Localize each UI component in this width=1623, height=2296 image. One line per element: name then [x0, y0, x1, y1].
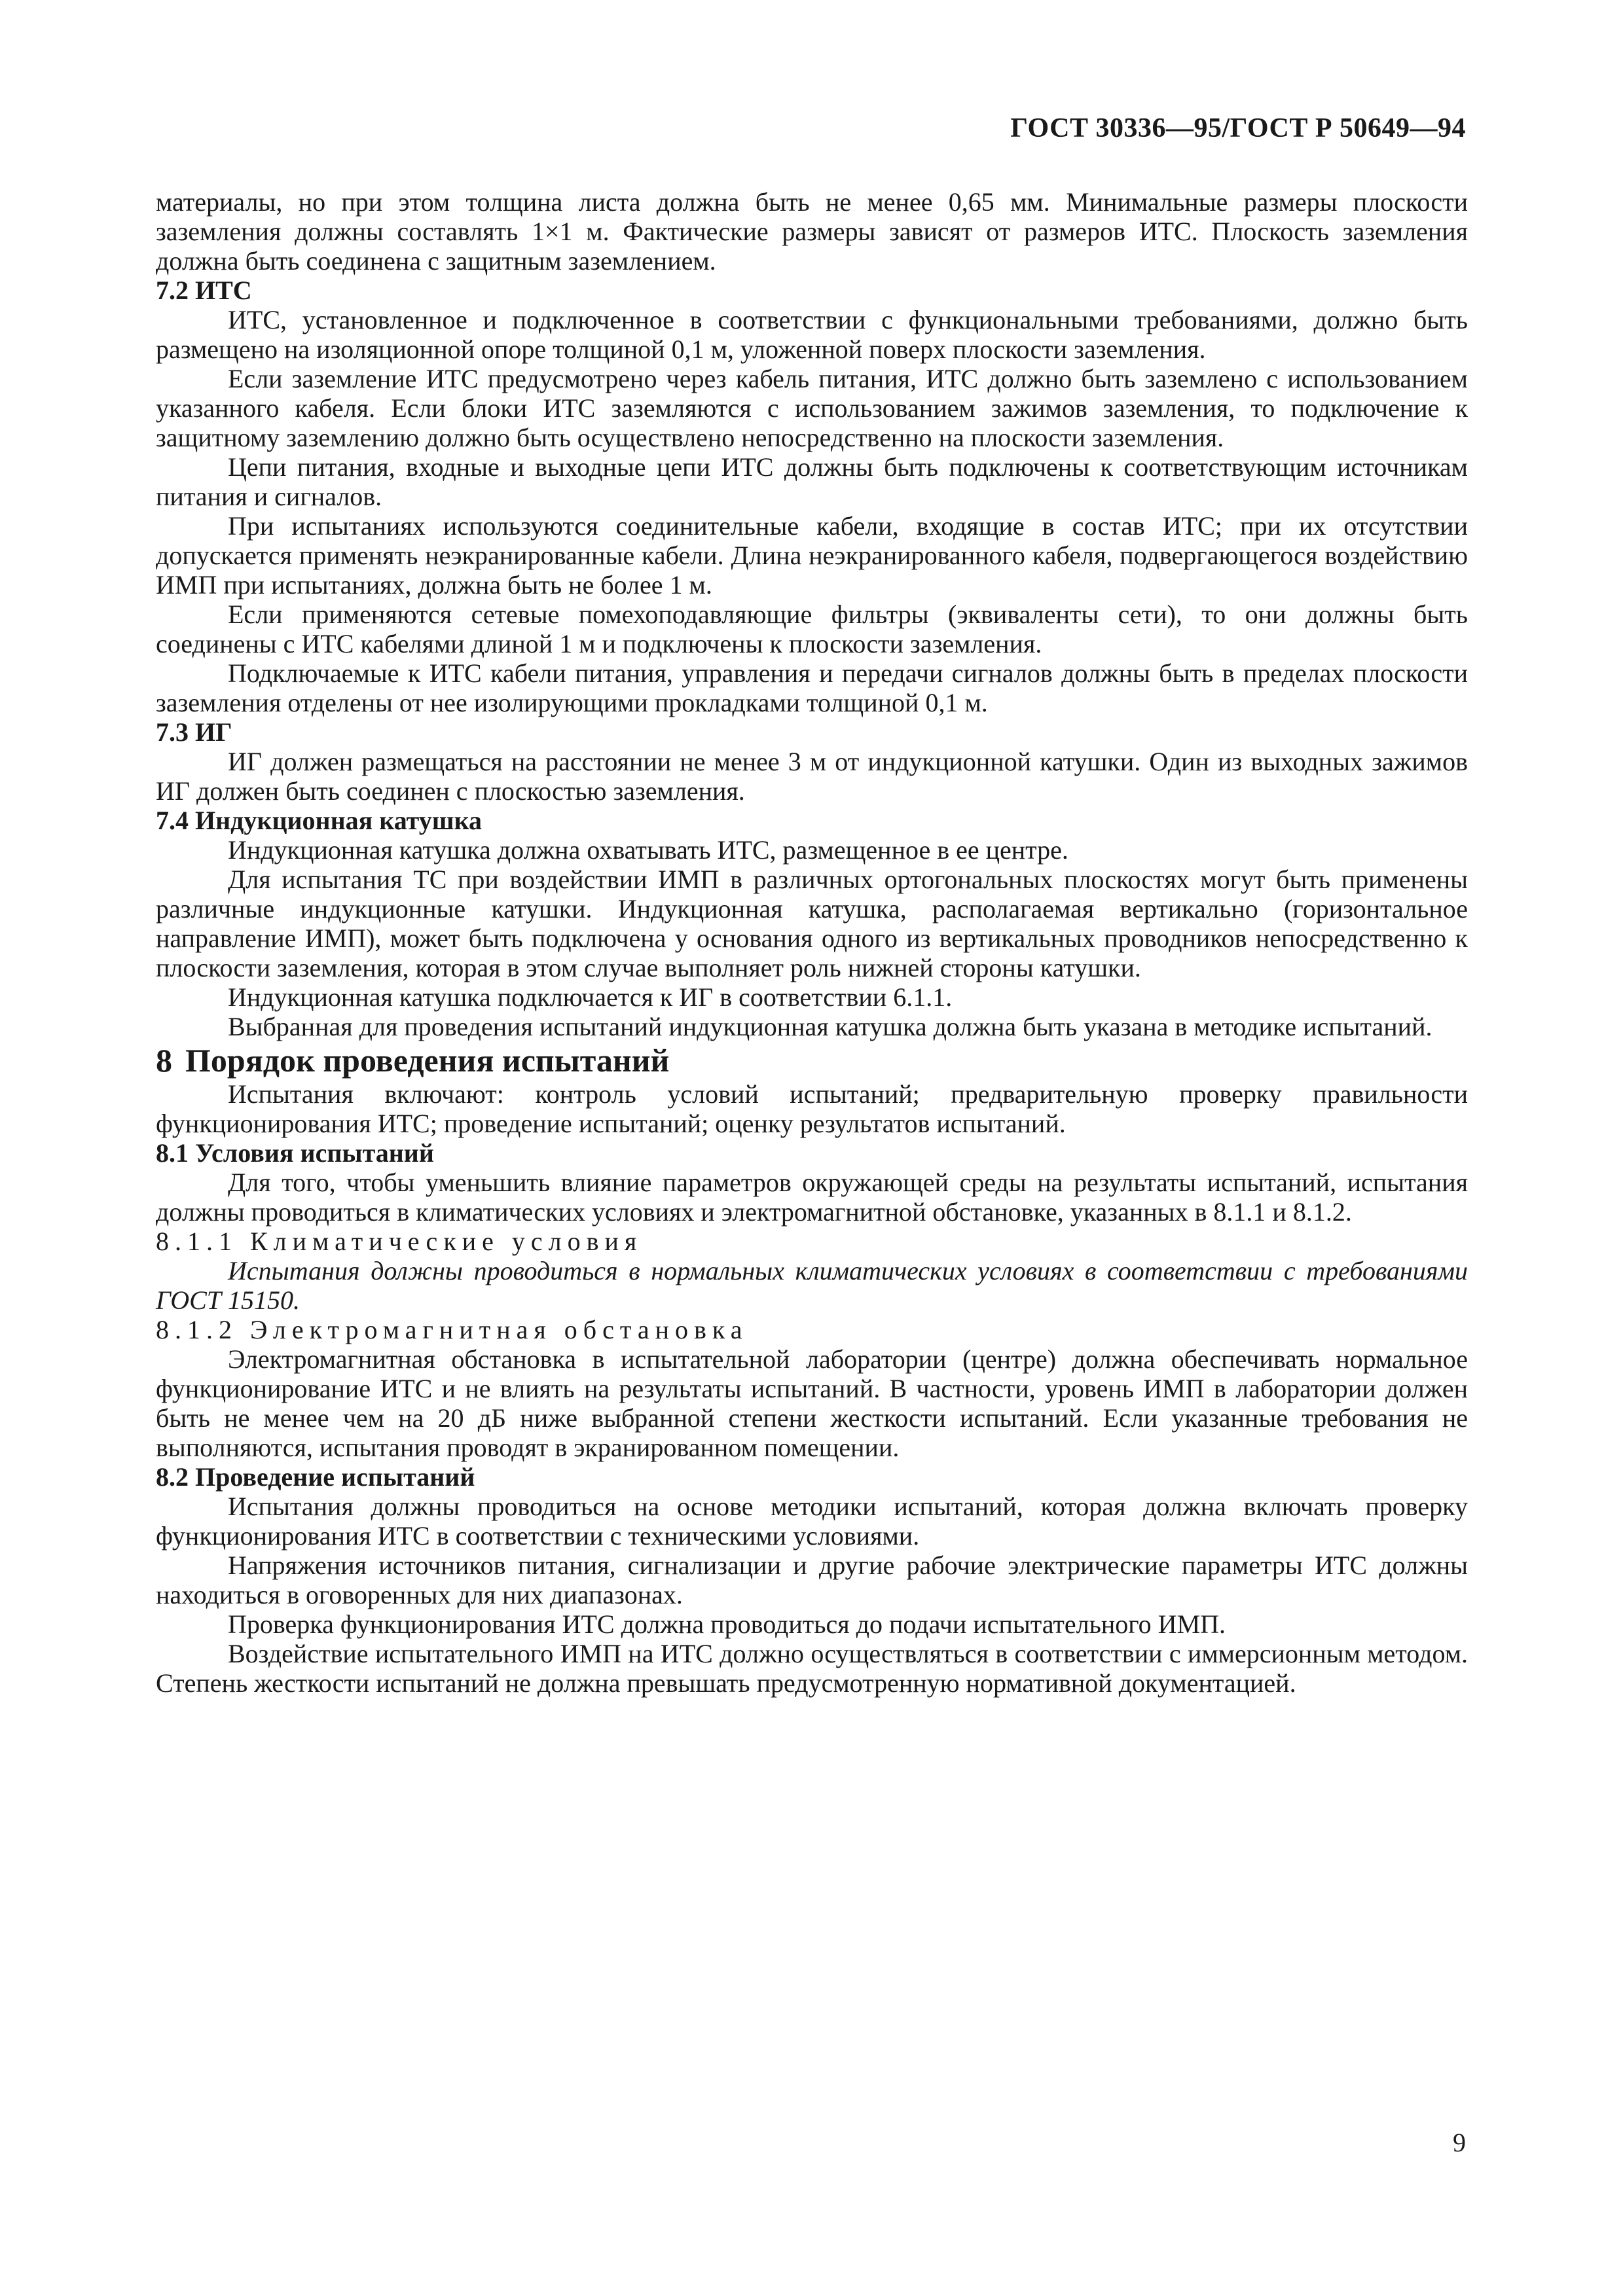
subsection-number: 8.1.2: [156, 1315, 238, 1344]
section-8-heading: [156, 1041, 1468, 1079]
document-body: [156, 187, 1468, 1698]
subsection-number: 8.1.1: [156, 1227, 238, 1256]
subsection-title: Климатические условия: [250, 1227, 643, 1256]
section-8-number: 8: [156, 1042, 172, 1079]
paragraph: Испытания должны проводиться на основе методики испытаний, которая должна включать проверку функционирования ИТС в соответствии с техническими условиями.: [156, 1492, 1468, 1551]
paragraph: Проверка функционирования ИТС должна проводиться до подачи испытательного ИМП.: [228, 1609, 1226, 1639]
paragraph: Для того, чтобы уменьшить влияние параметров окружающей среды на результаты испытаний, испытания должны проводиться в климатических условиях и электромагнитной обстановке, указанных в 8.1.1 и 8.1.2.: [156, 1168, 1468, 1227]
paragraph: Воздействие испытательного ИМП на ИТС должно осуществляться в соответствии с иммерсионным методом. Степень жесткости испытаний не должна превышать предусмотренную нормативной документацией.: [156, 1639, 1468, 1698]
section-7-3-heading: 7.3 ИГ: [156, 717, 232, 747]
paragraph: Испытания должны проводиться в нормальных климатических условиях в соответствии с требованиями ГОСТ 15150.: [156, 1256, 1468, 1315]
paragraph: Если применяются сетевые помехоподавляющие фильтры (эквиваленты сети), то они должны быть соединены с ИТС кабелями длиной 1 м и подключены к плоскости заземления.: [156, 600, 1468, 658]
subsection-8-1-2-heading: [156, 1315, 1468, 1344]
paragraph: Электромагнитная обстановка в испытательной лаборатории (центре) должна обеспечивать нормальное функционирование ИТС и не влиять на результаты испытаний. В частности, уровень ИМП в лаборатории должен быть не менее чем на 20 дБ ниже выбранной степени жесткости испытаний. Если указанные требования не выполняются, испытания проводят в экранированном помещении.: [156, 1344, 1468, 1462]
subsection-8-1-1-heading: [156, 1227, 1468, 1256]
paragraph: Если заземление ИТС предусмотрено через кабель питания, ИТС должно быть заземлено с использованием указанного кабеля. Если блоки ИТС заземляются с использованием зажимов заземления, то подключение к защитному заземлению должно быть осуществлено непосредственно на плоскости заземления.: [156, 364, 1468, 452]
paragraph: ИГ должен размещаться на расстоянии не менее 3 м от индукционной катушки. Один из выходных зажимов ИГ должен быть соединен с плоскостью заземления.: [156, 747, 1468, 806]
paragraph: Напряжения источников питания, сигнализации и другие рабочие электрические параметры ИТС должны находиться в оговоренных для них диапазонах.: [156, 1551, 1468, 1609]
paragraph: Индукционная катушка подключается к ИГ в соответствии 6.1.1.: [228, 982, 953, 1012]
document-header: ГОСТ 30336—95/ГОСТ Р 50649—94: [1010, 113, 1466, 143]
paragraph: Выбранная для проведения испытаний индукционная катушка должна быть указана в методике испытаний.: [228, 1012, 1432, 1041]
paragraph: Индукционная катушка должна охватывать ИТС, размещенное в ее центре.: [228, 835, 1068, 865]
section-8-title: Порядок проведения испытаний: [185, 1042, 670, 1079]
section-7-4-heading: 7.4 Индукционная катушка: [156, 806, 483, 835]
paragraph: Для испытания ТС при воздействии ИМП в различных ортогональных плоскостях могут быть применены различные индукционные катушки. Индукционная катушка, располагаемая вертикально (горизонтальное направление ИМП), может быть подключена у основания одного из вертикальных проводников непосредственно к плоскости заземления, которая в этом случае выполняет роль нижней стороны катушки.: [156, 865, 1468, 982]
section-7-2-heading: 7.2 ИТС: [156, 276, 252, 305]
paragraph: ИТС, установленное и подключенное в соответствии с функциональными требованиями, должно быть размещено на изоляционной опоре толщиной 0,1 м, уложенной поверх плоскости заземления.: [156, 305, 1468, 364]
subsection-title: Электромагнитная обстановка: [250, 1315, 748, 1344]
paragraph: Испытания включают: контроль условий испытаний; предварительную проверку правильности функционирования ИТС; проведение испытаний; оценку результатов испытаний.: [156, 1079, 1468, 1138]
page-number: 9: [1453, 2128, 1466, 2157]
paragraph: Цепи питания, входные и выходные цепи ИТС должны быть подключены к соответствующим источникам питания и сигналов.: [156, 452, 1468, 511]
intro-paragraph: материалы, но при этом толщина листа должна быть не менее 0,65 мм. Минимальные размеры плоскости заземления должны составлять 1×1 м. Фактические размеры зависят от размеров ИТС. Плоскость заземления должна быть соединена с защитным заземлением.: [156, 187, 1468, 276]
paragraph: Подключаемые к ИТС кабели питания, управления и передачи сигналов должны быть в пределах плоскости заземления отделены от нее изолирующими прокладками толщиной 0,1 м.: [156, 658, 1468, 717]
section-8-1-heading: 8.1 Условия испытаний: [156, 1138, 434, 1168]
paragraph: При испытаниях используются соединительные кабели, входящие в состав ИТС; при их отсутствии допускается применять неэкранированные кабели. Длина неэкранированного кабеля, подвергающегося воздействию ИМП при испытаниях, должна быть не более 1 м.: [156, 511, 1468, 600]
section-8-2-heading: 8.2 Проведение испытаний: [156, 1462, 475, 1492]
